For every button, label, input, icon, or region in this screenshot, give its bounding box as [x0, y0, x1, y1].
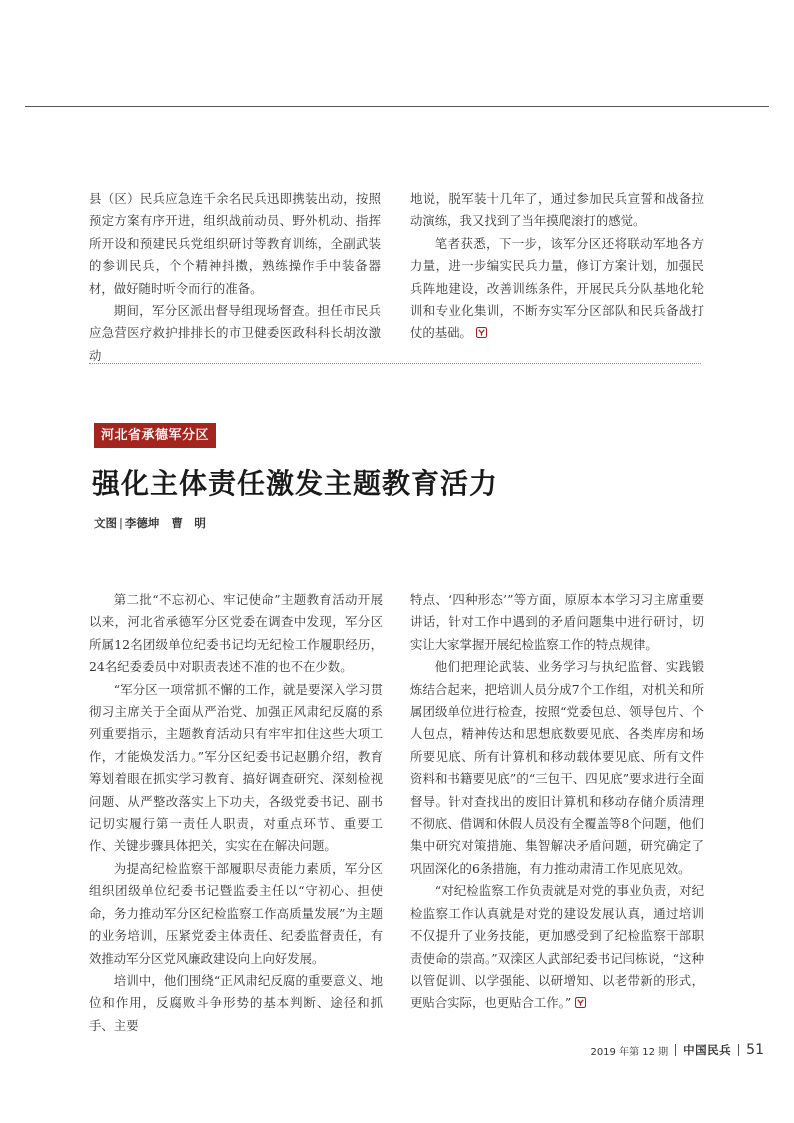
paragraph: 地说，脱军装十几年了，通过参加民兵宣誓和战备拉动演练，我又找到了当年摸爬滚打的感觉。	[410, 191, 704, 229]
paragraph	[410, 233, 704, 345]
byline-prefix: 文图	[94, 516, 117, 530]
paragraph-text: 笔者获悉，下一步，该军分区还将联动军地各方力量，进一步编实民兵力量，修订方案计划，加强民兵阵地建设，改善训练条件，开展民兵分队基地化轮训和专业化集训，不断夯实军分区部队和民兵备战打仗的基础。	[410, 235, 704, 341]
footer-divider	[738, 1044, 739, 1056]
article-title: 强化主体责任激发主题教育活力	[92, 467, 499, 500]
page-number: 51	[746, 1042, 764, 1058]
page-footer	[590, 1041, 764, 1059]
paragraph: 期间，军分区派出督导组现场督查。担任市民兵应急营医疗救护排排长的市卫健委医政科科长胡汝激动	[89, 303, 381, 363]
article-right-column	[410, 589, 704, 1015]
issue-label: 2019 年第 12 期	[590, 1046, 669, 1058]
article-left-column	[89, 589, 383, 1037]
top-left-column	[89, 188, 381, 367]
paragraph: “军分区一项常抓不懈的工作，就是要深入学习贯彻习主席关于全面从严治党、加强正风肃纪反腐的系列重要指示，主题教育活动只有牢牢扣住这些大项工作，才能焕发活力。”军分区纪委书记赵鹏介绍，教育筹划着眼在抓实学习教育、搞好调查研究、深刻检视问题、从严整改落实上下功夫，各级党委书记、副书记切实履行第一责任人职责，对重点环节、重要工作、关键步骤具体把关，实实在在解决问题。	[89, 681, 383, 854]
byline-author: 李德坤	[124, 516, 160, 530]
byline-separator: |	[119, 516, 123, 530]
article-end-icon	[575, 997, 586, 1008]
magazine-name: 中国民兵	[683, 1043, 732, 1057]
paragraph: 他们把理论武装、业务学习与执纪监督、实践锻炼结合起来，把培训人员分成7个工作组，对机关和所属团级单位进行检查，按照“党委包总、领导包片、个人包点，精神传达和思想底数要见底、各类库房和场所要见底、所有计算机和移动载体要见底、所有文件资料和书籍要见底”的“三包干、四见底”要求进行全面督导。针对查找出的废旧计算机和移动存储介质清理不彻底、借调和休假人员没有全覆盖等8个问题，他们集中研究对策措施、集智解决矛盾问题，研究确定了巩固深化的6条措施，有力推动肃清工作见底见效。	[410, 659, 704, 876]
paragraph: 县（区）民兵应急连千余名民兵迅即携装出动，按照预定方案有序开进，组织战前动员、野外机动、指挥所开设和预建民兵党组织研讨等教育训练，全副武装的参训民兵，个个精神抖擞，熟练操作手中装备器材，做好随时听令而行的准备。	[89, 191, 381, 296]
top-right-column	[410, 188, 704, 345]
section-divider	[89, 363, 701, 364]
byline-author: 曹 明	[171, 516, 206, 530]
paragraph: 为提高纪检监察干部履职尽责能力素质，军分区组织团级单位纪委书记暨监委主任以“守初心、担使命，务力推动军分区纪检监察工作高质量发展”为主题的业务培训，压紧党委主体责任、纪委监督责任，有效推动军分区党风廉政建设向上向好发展。	[89, 860, 383, 966]
footer-divider	[675, 1044, 676, 1056]
header-rule	[25, 106, 769, 107]
paragraph-text: “对纪检监察工作负责就是对党的事业负责，对纪检监察工作认真就是对党的建设发展认真，通过培训不仅提升了业务技能，更加感受到了纪检监察干部职责使命的崇高。”双滦区人武部纪委书记闫栋说，“这种以管促训、以学强能、以研增知、以老带新的形式，更贴合实际，也更贴合工作。”	[410, 883, 704, 1011]
paragraph	[410, 880, 704, 1014]
byline	[94, 515, 206, 531]
paragraph: 特点、‘四种形态’”等方面，原原本本学习习主席重要讲话，针对工作中遇到的矛盾问题集中进行研讨，切实让大家掌握开展纪检监察工作的特点规律。	[410, 592, 704, 652]
article-end-icon	[476, 327, 487, 338]
region-tag: 河北省承德军分区	[94, 423, 216, 448]
paragraph: 培训中，他们围绕“正风肃纪反腐的重要意义、地位和作用，反腐败斗争形势的基本判断、途径和抓手、主要	[89, 972, 383, 1033]
paragraph: 第二批“不忘初心、牢记使命”主题教育活动开展以来，河北省承德军分区党委在调查中发现，军分区所属12名团级单位纪委书记均无纪检工作履职经历，24名纪委委员中对职责表述不准的也不在少数。	[89, 592, 383, 675]
